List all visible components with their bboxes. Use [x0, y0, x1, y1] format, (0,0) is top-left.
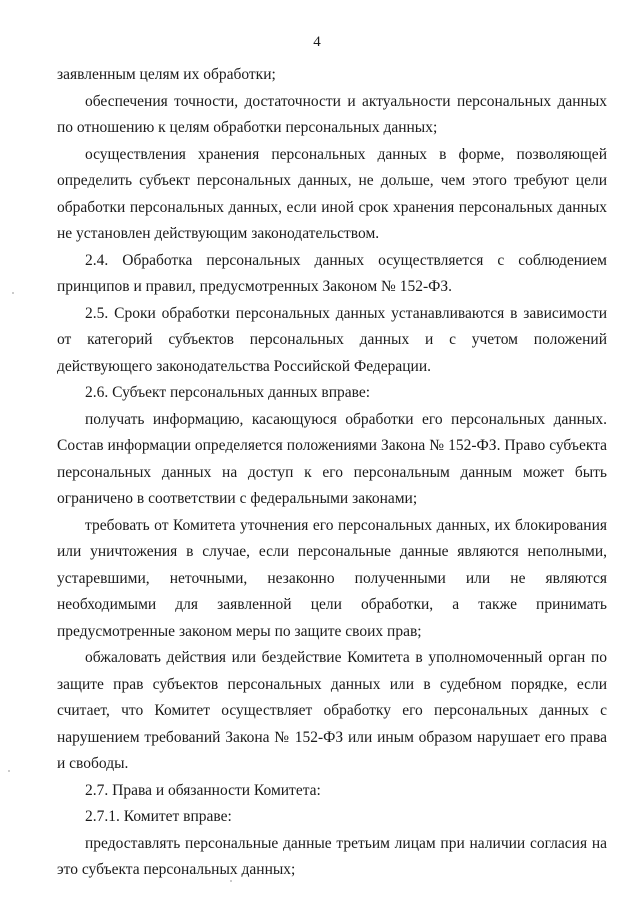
- paragraph-2-4: 2.4. Обработка персональных данных осуществляется с соблюдением принципов и правил, предусмотренных Законом № 152-ФЗ.: [57, 251, 607, 295]
- paragraph-2-6: 2.6. Субъект персональных данных вправе:: [85, 384, 371, 401]
- page-number: 4: [313, 34, 321, 50]
- scan-speck: [8, 770, 10, 772]
- paragraph-2-7-1: 2.7.1. Комитет вправе:: [85, 808, 232, 825]
- paragraph-storage: осуществления хранения персональных данных в форме, позволяющей определить субъект персональных данных, не дольше, чем этого требуют цели обработки персональных данных, если иной срок хранения персональных данных не установлен действующим законодательством.: [57, 145, 607, 242]
- paragraph-continuation: заявленным целям их обработки;: [57, 66, 276, 83]
- document-body: [57, 62, 607, 884]
- paragraph-accuracy: обеспечения точности, достаточности и актуальности персональных данных по отношению к целям обработки персональных данных;: [57, 92, 607, 136]
- paragraph-2-5: 2.5. Сроки обработки персональных данных устанавливаются в зависимости от категорий субъектов персональных данных и с учетом положений действующего законодательства Российской Федерации.: [57, 304, 607, 375]
- scan-speck: [230, 880, 232, 882]
- paragraph-right-appeal: обжаловать действия или бездействие Комитета в уполномоченный орган по защите прав субъектов персональных данных или в судебном порядке, если считает, что Комитет осуществляет обработку его персональных данных с нарушением требований Закона № 152-ФЗ или иным образом нарушает его права и свободы.: [57, 649, 607, 772]
- paragraph-right-info: получать информацию, касающуюся обработки его персональных данных. Состав информации определяется положениями Закона № 152-ФЗ. Право субъекта персональных данных на доступ к его персональным данным может быть ограничено в соответствии с федеральными законами;: [57, 410, 607, 507]
- paragraph-right-demand: требовать от Комитета уточнения его персональных данных, их блокирования или уничтожения в случае, если персональные данные являются неполными, устаревшими, неточными, незаконно полученными или не являются необходимыми для заявленной цели обработки, а также принимать предусмотренные законом меры по защите своих прав;: [57, 516, 607, 640]
- scan-speck: [12, 292, 14, 294]
- paragraph-provide-data: предоставлять персональные данные третьим лицам при наличии согласия на это субъекта персональных данных;: [57, 834, 607, 878]
- paragraph-2-7: 2.7. Права и обязанности Комитета:: [85, 781, 321, 799]
